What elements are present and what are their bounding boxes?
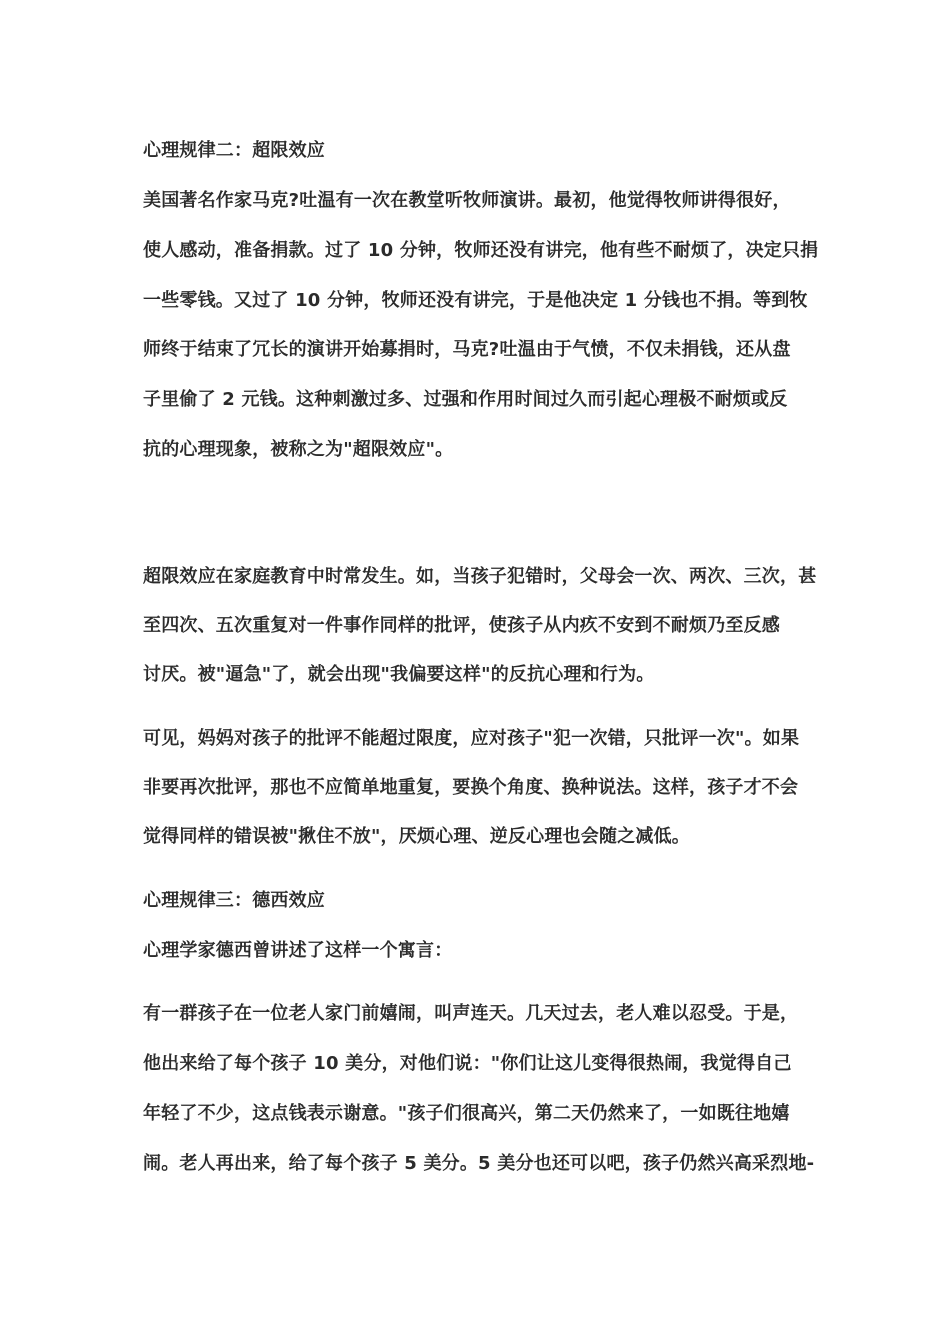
paragraph-line: 讨厌。被"逼急"了，就会出现"我偏要这样"的反抗心理和行为。 (143, 664, 655, 685)
paragraph-line: 年轻了不少，这点钱表示谢意。"孩子们很高兴，第二天仍然来了，一如既往地嬉 (143, 1103, 790, 1124)
section3-heading: 心理规律三：德西效应 (143, 890, 325, 911)
paragraph-line: 至四次、五次重复对一件事作同样的批评，使孩子从内疚不安到不耐烦乃至反感 (143, 615, 780, 636)
paragraph-line: 子里偷了 2 元钱。这种刺激过多、过强和作用时间过久而引起心理极不耐烦或反 (143, 389, 788, 410)
paragraph-line: 美国著名作家马克?吐温有一次在教堂听牧师演讲。最初，他觉得牧师讲得很好， (143, 190, 791, 211)
section2-heading: 心理规律二：超限效应 (143, 140, 325, 161)
paragraph-line: 一些零钱。又过了 10 分钟，牧师还没有讲完，于是他决定 1 分钱也不捐。等到牧 (143, 290, 808, 311)
paragraph-line: 可见，妈妈对孩子的批评不能超过限度，应对孩子"犯一次错，只批评一次"。如果 (143, 728, 800, 749)
paragraph-line: 师终于结束了冗长的演讲开始募捐时，马克?吐温由于气愤，不仅未捐钱，还从盘 (143, 339, 791, 360)
paragraph-line: 闹。老人再出来，给了每个孩子 5 美分。5 美分也还可以吧，孩子仍然兴高采烈地- (143, 1153, 815, 1174)
section3-intro: 心理学家德西曾讲述了这样一个寓言： (143, 940, 453, 961)
paragraph-line: 使人感动，准备捐款。过了 10 分钟，牧师还没有讲完，他有些不耐烦了，决定只捐 (143, 240, 819, 261)
paragraph-line: 超限效应在家庭教育中时常发生。如，当孩子犯错时，父母会一次、两次、三次，甚 (143, 566, 817, 587)
paragraph-line: 抗的心理现象，被称之为"超限效应"。 (143, 439, 454, 460)
paragraph-line: 他出来给了每个孩子 10 美分，对他们说："你们让这儿变得很热闹，我觉得自己 (143, 1053, 792, 1074)
paragraph-line: 非要再次批评，那也不应简单地重复，要换个角度、换种说法。这样，孩子才不会 (143, 777, 799, 798)
paragraph-line: 有一群孩子在一位老人家门前嬉闹，叫声连天。几天过去，老人难以忍受。于是， (143, 1003, 799, 1024)
paragraph-line: 觉得同样的错误被"揪住不放"，厌烦心理、逆反心理也会随之减低。 (143, 826, 690, 847)
